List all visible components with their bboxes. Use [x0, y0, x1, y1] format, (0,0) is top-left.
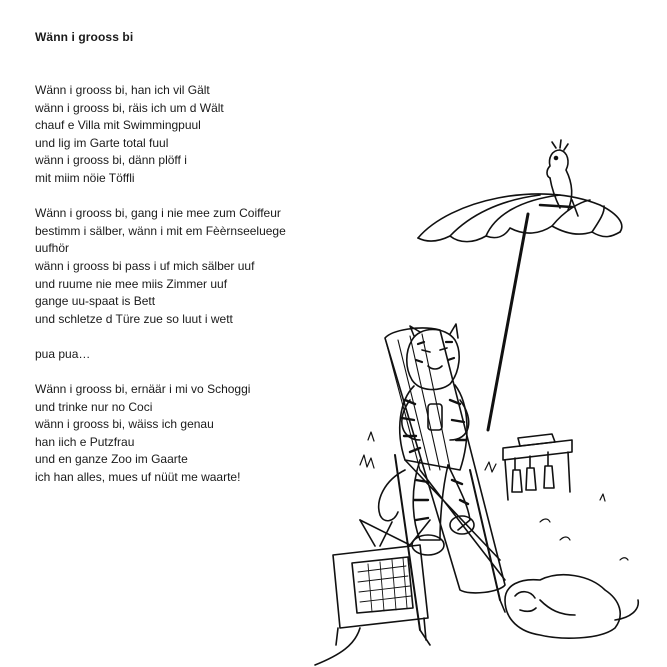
- poem-line: chauf e Villa mit Swimmingpuul: [35, 118, 201, 133]
- poem-title: Wänn i grooss bi: [35, 30, 134, 44]
- poem-line: uufhör: [35, 241, 70, 256]
- parasol-icon: [418, 194, 622, 430]
- deck-chair-icon: [360, 328, 505, 645]
- poem-line: und trinke nur no Coci: [35, 399, 153, 414]
- poem-line: wänn i grooss bi pass i uf mich sälber uuf: [35, 258, 255, 273]
- parrot-icon: [540, 140, 578, 216]
- side-table-icon: [503, 434, 572, 500]
- illustration-tiger-in-deckchair: [300, 130, 667, 667]
- poem-line: pua pua…: [35, 346, 91, 361]
- television-icon: [315, 520, 428, 665]
- poem-line: wänn i grooss bi, dänn plöff i: [35, 153, 187, 168]
- poem-line: und en ganze Zoo im Gaarte: [35, 452, 188, 467]
- poem-line: und ruume nie mee miis Zimmer uuf: [35, 276, 228, 291]
- poem-line: Wänn i grooss bi, gang i nie mee zum Coiffeur: [35, 206, 281, 221]
- poem-line: wänn i grooss bi, wäiss ich genau: [35, 417, 214, 432]
- poem-line: ich han alles, mues uf nüüt me waarte!: [35, 470, 241, 485]
- poem-line: wänn i grooss bi, räis ich um d Wält: [35, 100, 224, 115]
- poem-line: Wänn i grooss bi, ernäär i mi vo Schoggi: [35, 382, 251, 397]
- poem-line: mit miim nöie Töffli: [35, 170, 135, 185]
- poem-line: und lig im Garte total fuul: [35, 135, 169, 150]
- poem-line: Wänn i grooss bi, han ich vil Gält: [35, 83, 210, 97]
- poem-line: bestimm i sälber, wänn i mit em Fèèrnseeluege: [35, 223, 286, 238]
- poem-line: gange uu-spaat is Bett: [35, 294, 156, 309]
- dog-icon: [505, 575, 638, 638]
- poem-line: han iich e Putzfrau: [35, 434, 135, 449]
- poem-line: und schletze d Türe zue so luut i wett: [35, 311, 233, 326]
